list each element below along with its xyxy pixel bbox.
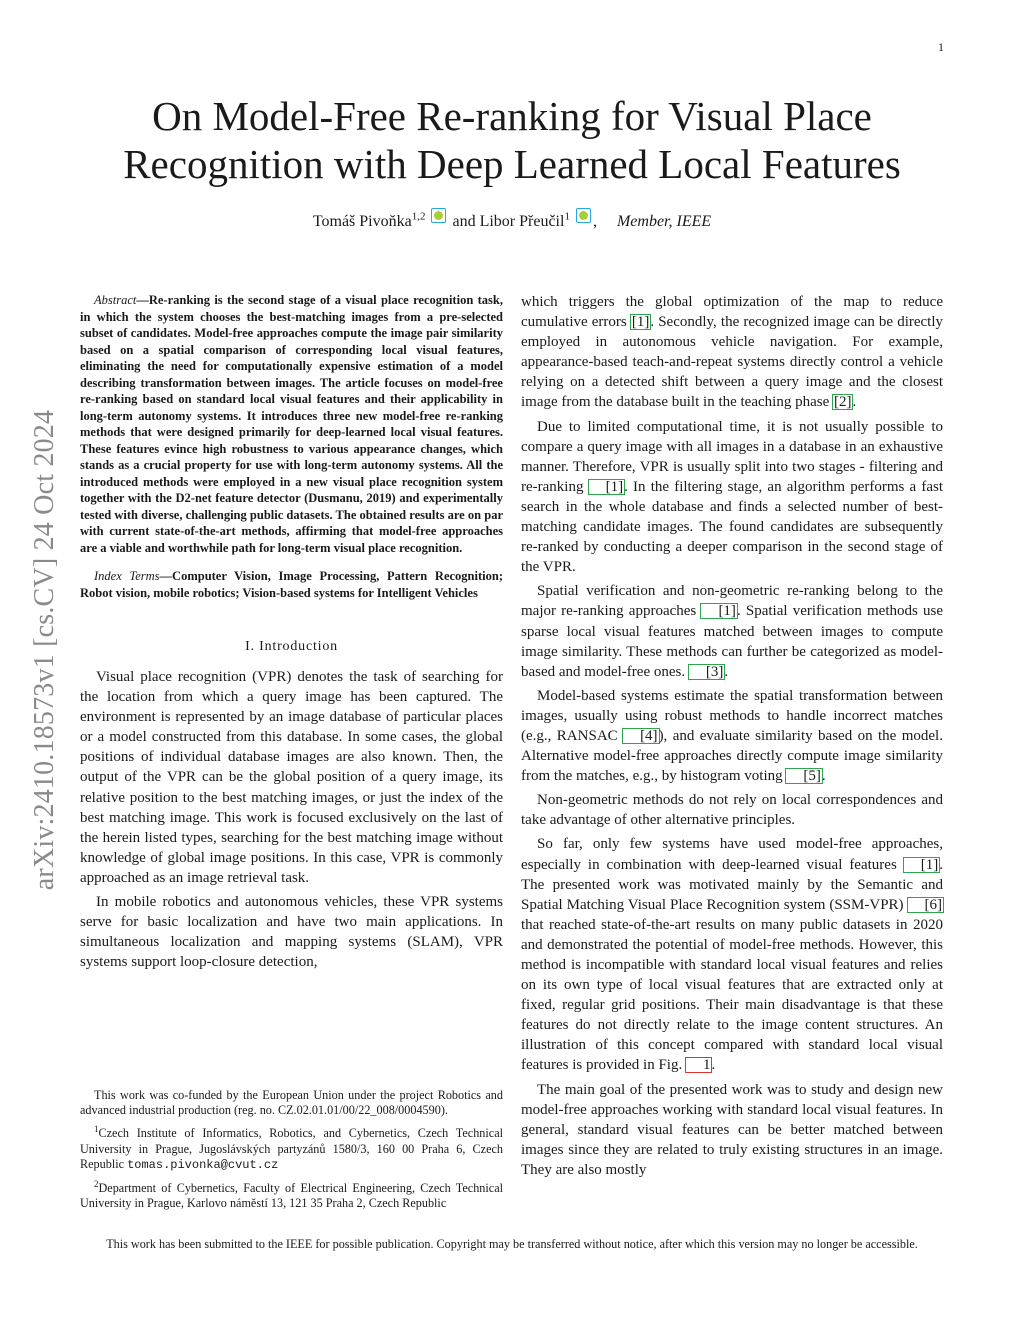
affiliation-1-marker: 1 — [94, 1124, 99, 1135]
author-conjunction: and — [452, 213, 476, 230]
page-number: 1 — [938, 40, 944, 54]
index-terms-text: Computer Vision, Image Processing, Pattern Recognition; Robot vision, mobile robotics; Vision-based systems for Intelligent Vehicles — [80, 569, 503, 600]
citation-link[interactable]: [4] — [623, 729, 659, 743]
left-column — [80, 292, 503, 976]
text-run: Due to limited computational time, it is not usually possible to compare a query image with all images in a database in an exhaustive manner. Therefore, VPR is usually split into two stages - filtering and re-ranking — [521, 418, 943, 495]
orcid-icon[interactable] — [576, 208, 591, 223]
funding-footnote: This work was co-funded by the European Union under the project Robotics and advanced industrial production (reg. no. CZ.02.01.01/00/22_008/0004590). — [80, 1088, 503, 1118]
text-run: ), and evaluate similarity based on the model. Alternative model-free approaches directly compute image similarity from the matches, e.g., by histogram voting — [521, 727, 943, 785]
title-line-2: Recognition with Deep Learned Local Features — [123, 141, 901, 187]
author-1: Tomáš Pivoňka — [312, 213, 412, 230]
title-line-1: On Model-Free Re-ranking for Visual Place — [152, 93, 872, 139]
text-run: . — [821, 768, 826, 785]
footnotes — [80, 1088, 503, 1216]
citation-link[interactable]: [2] — [833, 394, 852, 411]
orcid-icon[interactable] — [431, 208, 446, 223]
right-column — [521, 292, 943, 1184]
citation-link[interactable]: [6] — [908, 898, 944, 912]
citation-link[interactable]: [1] — [701, 604, 737, 618]
right-paragraph-3 — [521, 581, 943, 681]
index-terms-dash: — — [159, 569, 173, 583]
text-run: Spatial verification and non-geometric re-ranking belong to the major re-ranking approaches — [521, 583, 943, 620]
affiliation-2-text: Department of Cybernetics, Faculty of Electrical Engineering, Czech Technical University in Prague, Karlovo náměstí 13, 121 35 Praha 2, Czech Republic — [80, 1181, 503, 1211]
author-1-affiliation: 1,2 — [411, 210, 426, 223]
text-run: which triggers the global optimization of the map to reduce cumulative errors — [521, 294, 943, 331]
member-ieee: Member, IEEE — [616, 213, 712, 230]
section-heading-introduction: I. Introduction — [245, 639, 338, 654]
right-paragraph-5: Non-geometric methods do not rely on local correspondences and take advantage of other alternative principles. — [521, 792, 943, 829]
abstract-text: Re-ranking is the second stage of a visual place recognition task, in which the system chooses the best-matching images from a pre-selected subset of candidates. Model-free approaches compute the image pair similarity based on a spatial comparison of corresponding local visual features, eliminating the need for computationally expensive estimation of a model describing transformation between images. The article focuses on model-free re-ranking based on standard local visual features and their applicability in long-term autonomy systems. It introduces three new model-free re-ranking methods that were designed primarily for deep-learned local visual features. These features evince high robustness to various appearance changes, which stands as a crucial property for use with long-term autonomy systems. All the introduced methods were employed in a new visual place recognition system together with the D2-net feature detector (Dusmanu, 2019) and experimentally tested with diverse, challenging public datasets. The obtained results are on par with current state-of-the-art methods, affirming that model-free approaches are a viable and worthwhile path for long-term visual place recognition. — [80, 293, 503, 555]
text-run: . — [724, 663, 729, 680]
right-paragraph-6 — [521, 834, 943, 1075]
index-terms-label: Index Terms — [94, 569, 160, 583]
arxiv-stamp — [28, 350, 62, 950]
citation-link[interactable]: [1] — [631, 314, 650, 331]
author-2: Libor Přeučil — [479, 213, 565, 230]
right-paragraph-1 — [521, 292, 943, 413]
citation-link[interactable]: [1] — [589, 480, 625, 494]
citation-link[interactable]: [3] — [689, 665, 725, 679]
text-run: that reached state-of-the-art results on many public datasets in 2020 and demonstrated the potential of model-free methods. However, this method is incompatible with standard local visual features and relies on its own type of local visual features that are extracted only at fixed, regular grid positions. Their main disadvantage is that these features do not directly relate to the image content structures. An illustration of this concept compared with standard local visual features is provided in Fig. — [521, 916, 943, 1074]
paper-title — [100, 92, 924, 188]
text-run: Model-based systems estimate the spatial transformation between images, usually using robust methods to handle incorrect matches (e.g., RANSAC — [521, 687, 943, 744]
affiliation-footnote-1 — [80, 1122, 503, 1173]
author-email-link[interactable]: tomas.pivonka@cvut.cz — [127, 1157, 279, 1172]
abstract-dash: — — [136, 293, 149, 307]
text-run: . The presented work was motivated mainly by the Semantic and Spatial Matching Visual Place Recognition system (SSM-VPR) — [521, 856, 943, 913]
right-paragraph-4 — [521, 686, 943, 786]
text-run: . In the filtering stage, an algorithm performs a fast search in the whole database and finds a selected number of best-matching candidate images. The found candidates are subsequently re-ranked by conducting a deeper comparison in the second stage of the VPR. — [521, 478, 944, 576]
text-run: So far, only few systems have used model-free approaches, especially in combination with deep-learned visual features — [521, 836, 943, 873]
text-run: . — [711, 1057, 716, 1074]
abstract — [80, 292, 503, 556]
affiliation-footnote-2 — [80, 1177, 503, 1211]
author-comma: , — [592, 213, 597, 230]
author-2-affiliation: 1 — [564, 210, 570, 223]
citation-link[interactable]: [1] — [904, 858, 940, 872]
figure-reference-link[interactable]: 1 — [686, 1058, 712, 1072]
affiliation-2-marker: 2 — [94, 1179, 99, 1190]
copyright-notice: This work has been submitted to the IEEE for possible publication. Copyright may be transferred without notice, after which this version may no longer be accessible. — [106, 1237, 918, 1251]
intro-paragraph-1: Visual place recognition (VPR) denotes the task of searching for the location from which a query image has been captured. The environment is represented by an image database of particular places or a model constructed from this database. In some cases, the global positions of individual database images are also known. Then, the output of the VPR can be the global position of a query image, its relative position to the best matching images, or just the index of the best matching image. This work is focused exclusively on the last of the herein listed types, searching for the best matching image without knowledge of global image positions. In this case, VPR is commonly approached as an image retrieval task. — [80, 669, 503, 886]
arxiv-stamp-text: arXiv:2410.18573v1 [cs.CV] 24 Oct 2024 — [29, 409, 60, 891]
introduction-body — [80, 667, 503, 972]
affiliation-1-text: Czech Institute of Informatics, Robotics, and Cybernetics, Czech Technical University in Prague, Jugoslávských partyzánů 1580/3, 160 00 Praha 6, Czech Republic — [80, 1126, 503, 1171]
author-line — [100, 208, 924, 231]
abstract-label: Abstract — [94, 293, 137, 307]
right-paragraph-7: The main goal of the presented work was to study and design new model-free approaches working with standard local visual features. In general, standard visual features can be better matched between images since they are related to truly existing structures in an image. They are also mostly — [521, 1081, 943, 1178]
index-terms — [80, 568, 503, 601]
right-paragraph-2 — [521, 417, 943, 578]
text-run: . Spatial verification methods use sparse local visual features matched between images to compute image similarity. These methods can further be categorized as model-based and model-free ones. — [521, 603, 943, 680]
text-run: . — [852, 394, 857, 411]
citation-link[interactable]: [5] — [786, 769, 822, 783]
text-run: . Secondly, the recognized image can be directly employed in autonomous vehicle navigation. For example, appearance-based teach-and-repeat systems directly control a vehicle relying on a detected shift between a query image and the closest image from the database built in the teaching phase — [521, 314, 944, 411]
intro-paragraph-2: In mobile robotics and autonomous vehicles, these VPR systems serve for basic localization and have two main applications. In simultaneous localization and mapping systems (SLAM), VPR systems support loop-closure detection, — [80, 894, 503, 971]
